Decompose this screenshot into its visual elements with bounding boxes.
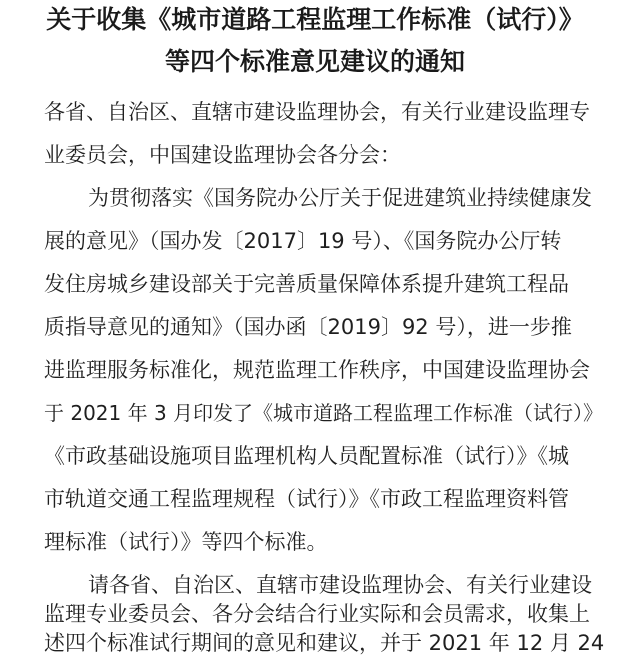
paragraph1-line-2: 展的意见》（国办发〔2017〕19 号）、《国务院办公厅转: [44, 229, 562, 253]
paragraph1-line-8: 市轨道交通工程监理规程（试行）》《市政工程监理资料管: [44, 487, 569, 511]
paragraph1-line-7: 《市政基础设施项目监理机构人员配置标准（试行）》《城: [44, 444, 569, 468]
paragraph1-line-4: 质指导意见的通知》（国办函〔2019〕92 号），进一步推: [44, 315, 572, 339]
salutation-line-1: 各省、自治区、直辖市建设监理协会，有关行业建设监理专: [44, 100, 590, 124]
paragraph2-line-2: 监理专业委员会、各分会结合行业实际和会员需求，收集上: [44, 602, 590, 626]
salutation-line-2: 业委员会，中国建设监理协会各分会：: [44, 143, 401, 167]
document-title-line-1: 关于收集《城市道路工程监理工作标准（试行）》: [46, 5, 584, 34]
paragraph1-line-3: 发住房城乡建设部关于完善质量保障体系提升建筑工程品: [44, 272, 569, 296]
paragraph2-line-1: 请各省、自治区、直辖市建设监理协会、有关行业建设: [88, 573, 592, 597]
paragraph1-line-5: 进监理服务标准化，规范监理工作秩序，中国建设监理协会: [44, 358, 590, 382]
paragraph1-line-9: 理标准（试行）》等四个标准。: [44, 530, 328, 554]
paragraph2-line-3: 述四个标准试行期间的意见和建议，并于 2021 年 12 月 24: [44, 631, 605, 655]
paragraph1-line-1: 为贯彻落实《国务院办公厅关于促进建筑业持续健康发: [88, 186, 592, 210]
document-title-line-2: 等四个标准意见建议的通知: [164, 47, 465, 76]
paragraph1-line-6: 于 2021 年 3 月印发了《城市道路工程监理工作标准（试行）》: [44, 401, 604, 425]
